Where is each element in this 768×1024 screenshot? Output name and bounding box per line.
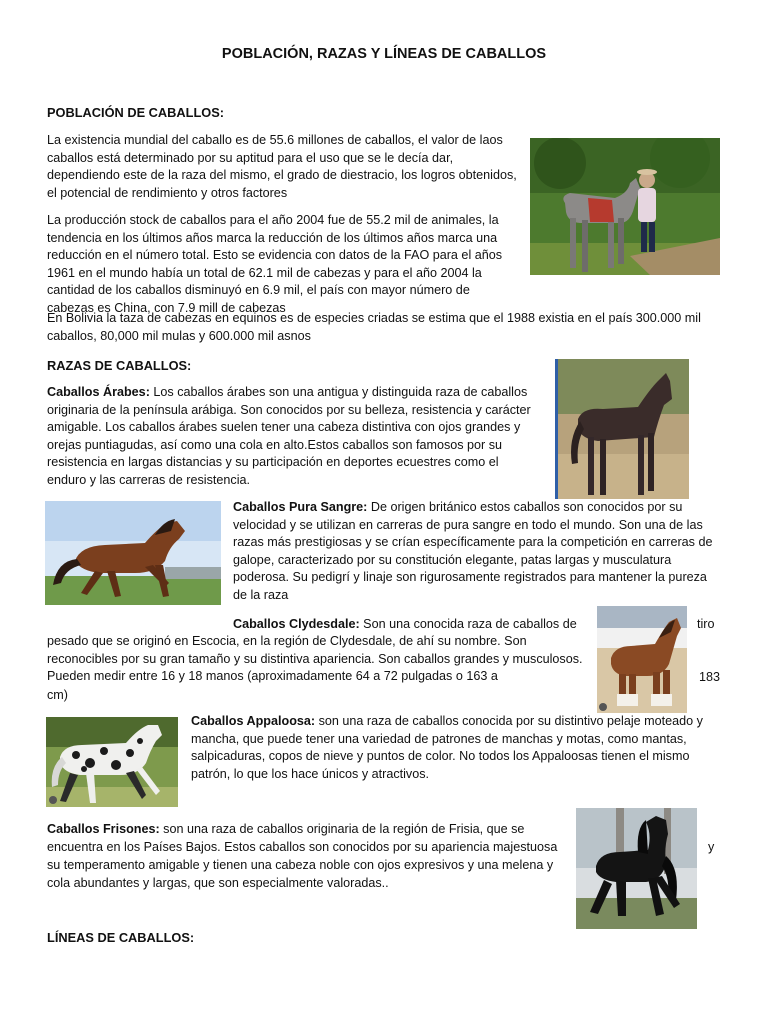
photo-clydesdale-horse — [597, 606, 687, 713]
breed-text-pura-sangre: De origen británico estos caballos son conocidos por su velocidad y se utilizan en carreras de pura sangre en todo el mundo. Son una de las razas más prestigiosas y se crían específicamente para la competición en carreras de galope, caracterizado por su constitución elegante, patas largas y musculatura poderosa. Su pedigrí y linaje son rigurosamente registrados para mantener la pureza de la raza — [233, 500, 713, 602]
breed-name-pura-sangre: Caballos Pura Sangre: — [233, 500, 368, 514]
breed-text-arabes: Los caballos árabes son una antigua y distinguida raza de caballos originaria de la península arábiga. Son conocidos por su belleza, resistencia y carácter amigable. Los caballos árabes suelen tener una cabeza distintiva con ojos grandes y orejas puntiagudas, así como una cola en alto.Estos caballos son famosos por su resistencia en largas distancias y su participación en deportes ecuestres como el enduro y las carreras de resistencia. — [47, 385, 531, 487]
breed-text-clydesdale-a: Son una conocida raza de caballos de — [359, 617, 577, 631]
breed-text-frisones-a-tail: y — [708, 840, 715, 854]
paragraph-caballos-clydesdale-body — [47, 633, 587, 686]
breed-name-arabes: Caballos Árabes: — [47, 385, 150, 399]
breed-text-clydesdale-c: cm) — [47, 688, 68, 702]
photo-arabian-horse — [558, 359, 689, 499]
paragraph-caballos-clydesdale-line1 — [233, 616, 593, 634]
paragraph-poblacion-2 — [47, 212, 517, 318]
paragraph-caballos-arabes — [47, 384, 537, 490]
document-title: POBLACIÓN, RAZAS Y LÍNEAS DE CABALLOS — [221, 46, 547, 62]
breed-text-clydesdale-a-tail: tiro — [697, 617, 715, 631]
breed-text-clydesdale-b: pesado que se originó en Escocia, en la región de Clydesdale, de ahí su nombre. Son reconocibles por su gran tamaño y su distintiva apariencia. Son caballos grandes y musculosos. Pueden medir entre 16 y 18 manos (aproximadamente 64 a 72 pulgadas o 163 a — [47, 634, 583, 684]
photo-donkey-with-farmer — [530, 138, 720, 275]
paragraph-caballos-frisones-a — [47, 821, 567, 856]
paragraph-caballos-appaloosa — [191, 713, 726, 783]
section-heading-razas: RAZAS DE CABALLOS: — [47, 358, 192, 373]
breed-name-clydesdale: Caballos Clydesdale: — [233, 617, 360, 631]
breed-text-frisones-a: son una raza de caballos originaria de la región de Frisia, que se encuentra en los Países Bajos. Estos caballos son conocidos por su apariencia majestuosa — [47, 822, 558, 854]
breed-text-clydesdale-b-tail: 183 — [699, 670, 721, 684]
section-heading-lineas: LÍNEAS DE CABALLOS: — [47, 930, 195, 945]
breed-name-appaloosa: Caballos Appaloosa: — [191, 714, 316, 728]
breed-text-appaloosa: son una raza de caballos conocida por su distintivo pelaje moteado y mancha, que puede tener una variedad de patrones de manchas y motas, como mantas, salpicaduras, copos de nieve y puntos de color. No todos los Appaloosas tienen el mismo patrón, lo que los hace únicos y atractivos. — [191, 714, 703, 781]
photo-thoroughbred-horse — [45, 501, 221, 605]
photo-appaloosa-horse — [46, 717, 178, 807]
paragraph-caballos-pura-sangre — [233, 499, 723, 605]
paragraph-poblacion-1: La existencia mundial del caballo es de 55.6 millones de caballos, el valor de laos caballos está determinado por su aptitud para el uso que se le decía dar, dependiendo este de la raza del mismo, el grado de diestracio, los logros obtenidos, el potencial de rendimiento y otros factores — [47, 133, 517, 200]
photo-friesian-horse — [576, 808, 697, 929]
paragraph-poblacion-3: En Bolivia la taza de cabezas en equinos es de especies criadas se estima que el 1988 existia en el país 300.000 mil caballos, 80,000 mil mulas y 600.000 mil asnos — [47, 311, 701, 343]
paragraph-poblacion-2-text: La producción stock de caballos para el año 2004 fue de 55.2 mil de animales, la tendencia en los últimos años marca la reducción de los últimos años marca una reducción en el número total. Esto se evidencia con datos de la FAO para el años 1961 en el mundo había un total de 62.1 mil de cabezas y para el año 2004 la cantidad de los caballos disminuyó en 6.9 mil, el país con mayor número de cabezas es China, con 7.9 mill de cabezas — [47, 213, 503, 315]
breed-name-frisones: Caballos Frisones: — [47, 822, 160, 836]
breed-text-frisones-b: su temperamento amigable y tienen una cabeza noble con ojos expresivos y una melena y cola abundantes y largas, que son especialmente valoradas.. — [47, 858, 554, 890]
section-heading-poblacion: POBLACIÓN DE CABALLOS: — [47, 105, 225, 120]
paragraph-caballos-frisones-b — [47, 857, 567, 892]
